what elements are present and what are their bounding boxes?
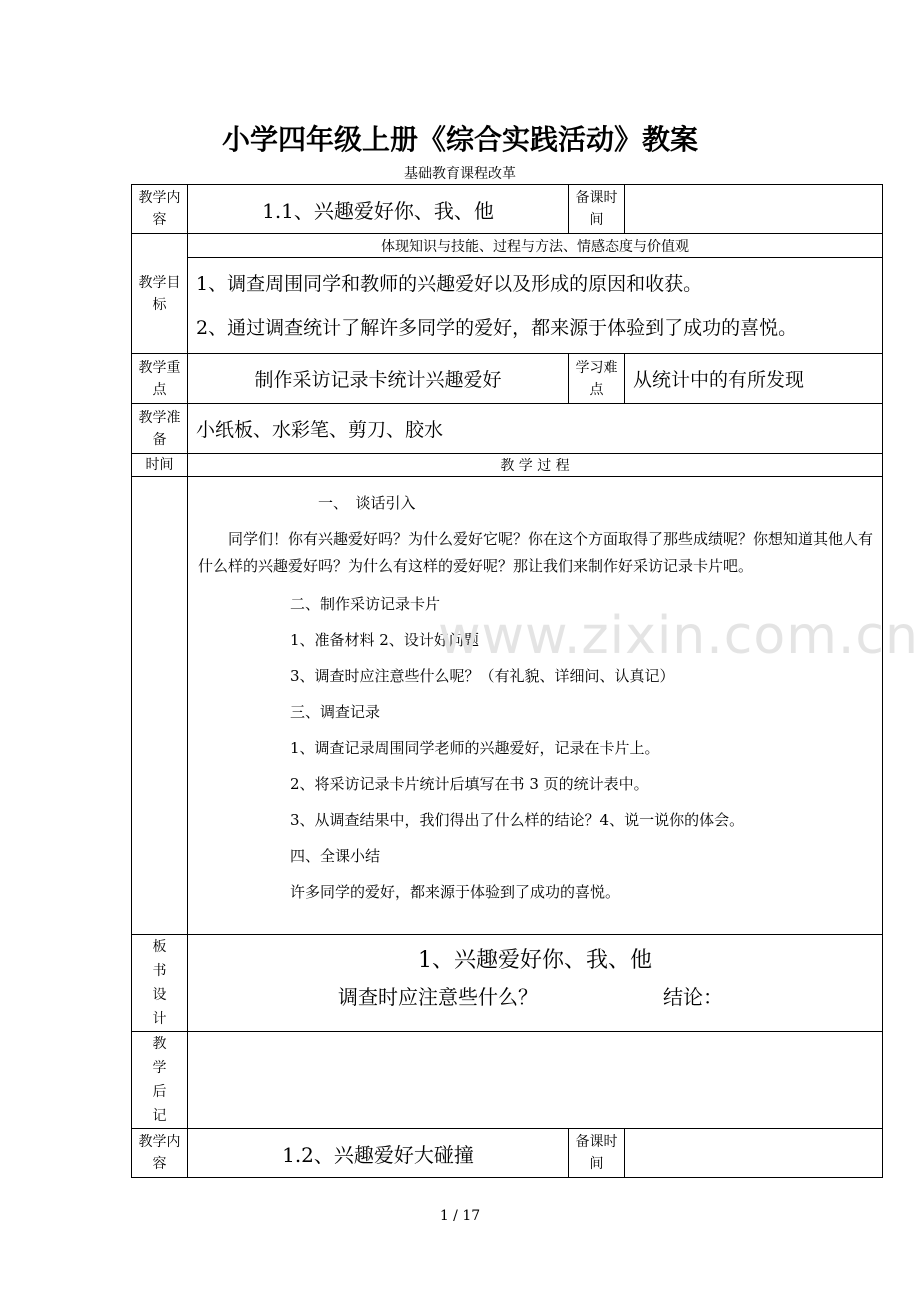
board-conclusion: 结论： [663,985,723,1009]
content-label: 教学内容 [132,1129,188,1178]
process-label: 教 学 过 程 [188,454,883,477]
process-header-row [132,454,883,477]
prep-time-value [625,1129,883,1178]
prepare-label: 教学准备 [132,404,188,454]
content-label: 教学内容 [132,185,188,234]
goal-item: 1、调查周围同学和教师的兴趣爱好以及形成的原因和收获。 [196,272,703,295]
board-row [132,935,883,1032]
afterword-content [188,1032,883,1129]
content-row-2 [132,1129,883,1178]
board-line-1: 1、兴趣爱好你、我、他 [418,948,652,973]
time-label: 时间 [132,454,188,477]
time-cell [132,477,188,935]
process-step: 1、准备材料 2、设计好问题 [290,631,479,649]
difficulty-value: 从统计中的有所发现 [625,354,883,404]
goal-label: 教学目标 [132,234,188,354]
goal-list [188,258,883,354]
materials: 小纸板、水彩笔、剪刀、胶水 [188,404,883,454]
document-subtitle: 基础教育课程改革 [404,166,516,182]
process-step: 1、调查记录周围同学老师的兴趣爱好，记录在卡片上。 [290,739,660,757]
process-heading-4: 四、全课小结 [290,847,381,865]
process-content [188,477,883,935]
process-row [132,477,883,935]
board-question: 调查时应注意些什么？ [338,985,538,1009]
page-number: 1 / 17 [439,1208,481,1224]
board-content [188,935,883,1032]
process-heading-2: 二、制作采访记录卡片 [290,595,441,613]
key-label: 教学重点 [132,354,188,404]
content-row [132,185,883,234]
lesson-title-2: 1.2、兴趣爱好大碰撞 [188,1129,569,1178]
lesson-plan-table [131,184,883,1178]
afterword-label: 教学后记 [132,1032,188,1129]
process-heading-1: 一、 谈话引入 [318,494,416,512]
process-intro: 同学们！你有兴趣爱好吗？为什么爱好它呢？你在这个方面取得了那些成绩呢？你想知道其他人有什么样的兴趣爱好吗？为什么有这样的爱好呢？那让我们来制作好采访记录卡片吧。 [198,530,874,575]
difficulty-label: 学习难点 [569,354,625,404]
prepare-row [132,404,883,454]
process-step: 3、从调查结果中，我们得出了什么样的结论？4、说一说你的体会。 [290,811,745,829]
process-step: 3、调查时应注意些什么呢？（有礼貌、详细问、认真记） [290,667,675,685]
afterword-row [132,1032,883,1129]
prep-time-label: 备课时间 [569,185,625,234]
prep-time-label: 备课时间 [569,1129,625,1178]
key-point: 制作采访记录卡统计兴趣爱好 [188,354,569,404]
watermark: www.zixin.com.cn [438,606,919,666]
process-heading-3: 三、调查记录 [290,703,381,721]
goal-row [132,258,883,354]
process-step: 2、将采访记录卡片统计后填写在书 3 页的统计表中。 [290,775,649,793]
key-row [132,354,883,404]
lesson-title: 1.1、兴趣爱好你、我、他 [188,185,569,234]
goal-header: 体现知识与技能、过程与方法、情感态度与价值观 [188,234,883,258]
board-line-2 [188,977,882,1017]
process-summary: 许多同学的爱好，都来源于体验到了成功的喜悦。 [290,883,621,901]
prep-time-value [625,185,883,234]
board-label: 板书设计 [132,935,188,1032]
goal-header-row [132,234,883,258]
document-title: 小学四年级上册《综合实践活动》教案 [221,123,698,156]
goal-item: 2、通过调查统计了解许多同学的爱好，都来源于体验到了成功的喜悦。 [196,316,798,339]
